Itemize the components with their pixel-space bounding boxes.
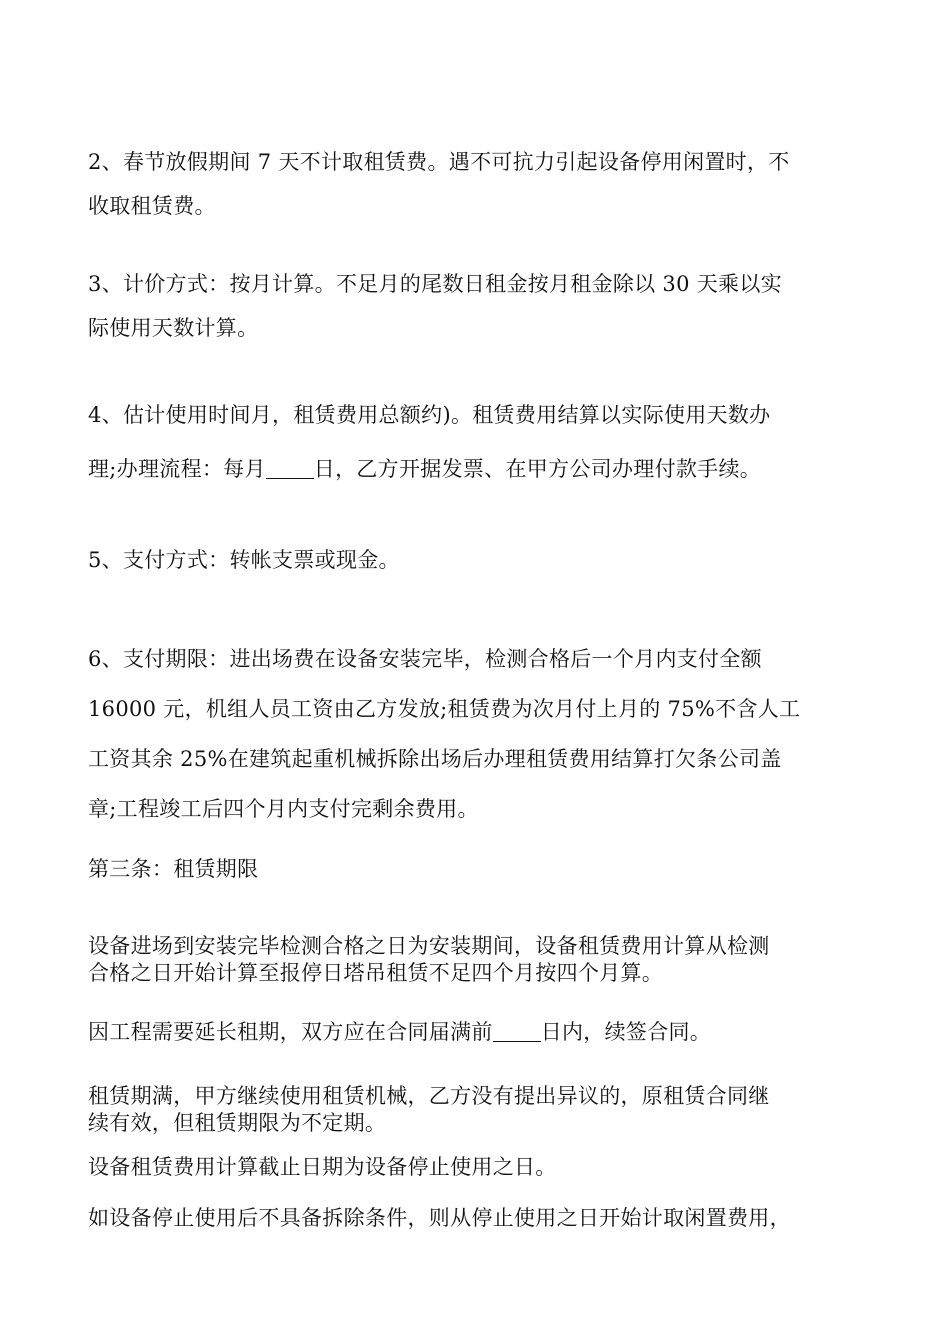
- clause-6-line-3: 工资其余 25%在建筑起重机械拆除出场后办理租赁费用结算打欠条公司盖: [88, 747, 782, 771]
- section-3-para-2: [88, 1019, 868, 1046]
- section-3-para-3: [88, 1083, 868, 1137]
- section-3-para-2-start: 因工程需要延长租期，双方应在合同届满前: [88, 1020, 493, 1044]
- clause-6: [88, 634, 868, 834]
- clause-2-line-1: 2、春节放假期间 7 天不计取租赁费。遇不可抗力引起设备停用闲置时，不: [88, 150, 790, 174]
- section-3-para-3-line-2: 续有效，但租赁期限为不定期。: [88, 1111, 387, 1135]
- clause-6-line-1: 6、支付期限：进出场费在设备安装完毕，检测合格后一个月内支付全额: [88, 647, 762, 671]
- clause-5-line-1: 5、支付方式：转帐支票或现金。: [88, 548, 400, 572]
- section-3-para-4: 设备租赁费用计算截止日期为设备停止使用之日。: [88, 1155, 557, 1179]
- section-3-heading: 第三条：租赁期限: [88, 857, 259, 881]
- clause-2-line-2: 收取租赁费。: [88, 194, 216, 218]
- clause-3-line-2: 际使用天数计算。: [88, 316, 259, 340]
- clause-6-line-4: 章;工程竣工后四个月内支付完剩余费用。: [88, 797, 479, 821]
- section-3-para-1: [88, 933, 868, 987]
- clause-2: [88, 140, 868, 228]
- clause-3: [88, 262, 868, 350]
- clause-6-line-2: 16000 元，机组人员工资由乙方发放;租赁费为次月付上月的 75%不含人工: [88, 697, 801, 721]
- section-3-para-1-line-1: 设备进场到安装完毕检测合格之日为安装期间，设备租赁费用计算从检测: [88, 934, 770, 958]
- fill-in-blank: [493, 1020, 541, 1042]
- clause-4: [88, 388, 868, 496]
- section-3-para-5: 如设备停止使用后不具备拆除条件，则从停止使用之日开始计取闲置费用，: [88, 1206, 791, 1230]
- clause-3-line-1: 3、计价方式：按月计算。不足月的尾数日租金按月租金除以 30 天乘以实: [88, 272, 782, 296]
- clause-4-line-2-end: 日，乙方开据发票、在甲方公司办理付款手续。: [313, 457, 762, 481]
- section-3-para-2-end: 日内，续签合同。: [540, 1020, 712, 1044]
- section-3-para-3-line-1: 租赁期满，甲方继续使用租赁机械，乙方没有提出异议的，原租赁合同继: [88, 1084, 770, 1108]
- fill-in-blank: [266, 457, 314, 479]
- section-3-para-1-line-2: 合格之日开始计算至报停日塔吊租赁不足四个月按四个月算。: [88, 961, 664, 985]
- clause-5: [88, 538, 868, 582]
- clause-4-line-1: 4、估计使用时间月，租赁费用总额约)。租赁费用结算以实际使用天数办: [88, 403, 771, 427]
- clause-4-line-2-start: 理;办理流程：每月: [88, 457, 266, 481]
